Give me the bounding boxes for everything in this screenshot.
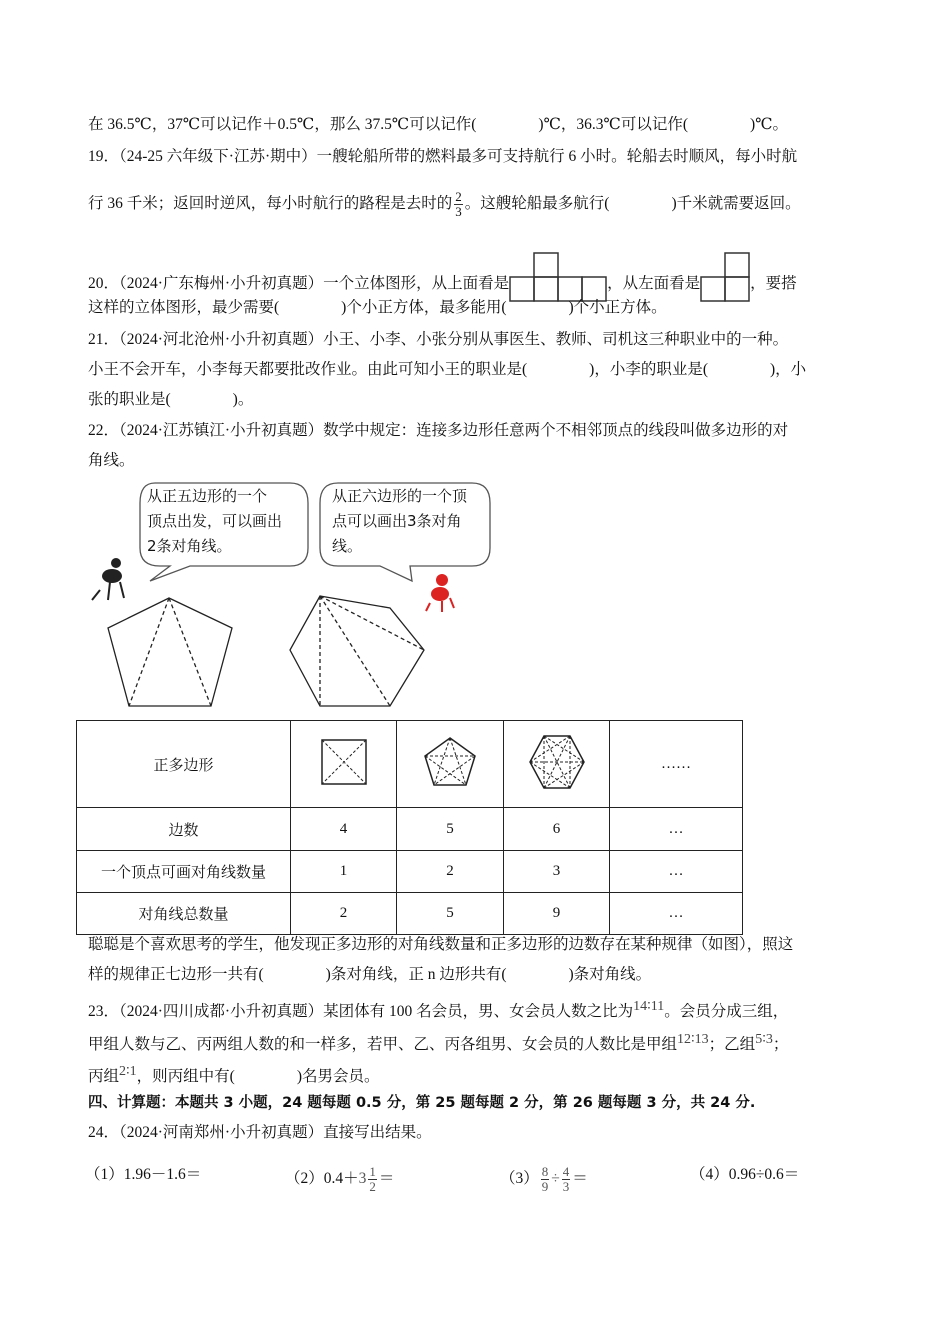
- table-cell: 9: [504, 893, 610, 935]
- q21-line3: 张的职业是( )。: [88, 391, 254, 408]
- q22-line1: 22．（2024·江苏镇江·小升初真题）数学中规定：连接多边形任意两个不相邻顶点的线段叫做多边形的对: [88, 422, 789, 439]
- table-cell: 3: [504, 851, 610, 893]
- q23-line1: 23．（2024·四川成都·小升初真题）某团体有 100 名会员，男、女会员人数之比为14∶11。会员分成三组，: [88, 999, 789, 1020]
- hexagon-diagram: [290, 596, 424, 706]
- pentagon-diagram: [108, 598, 232, 706]
- q19-line1: 19．（24-25 六年级下·江苏·期中）一艘轮船所带的燃料最多可支持航行 6 小时。轮船去时顺风，每小时航: [88, 148, 798, 165]
- q21-line1: 21．（2024·河北沧州·小升初真题）小王、小李、小张分别从事医生、教师、司机这三种职业中的一种。: [88, 331, 789, 348]
- q24-item2: （2）0.4＋3 $\frac{1}{2}$ ＝: [285, 1164, 395, 1194]
- q23-line3: 丙组2∶1，则丙组中有( )名男会员。: [88, 1064, 380, 1085]
- polygon-diagonal-table: [76, 720, 743, 935]
- speech-bubble-hexagon: 从正六边形的一个顶 点可以画出3条对角 线。: [332, 487, 468, 555]
- table-row: [77, 893, 743, 935]
- q24-item1: （1）1.96－1.6＝: [85, 1166, 202, 1183]
- top-view-figure: [509, 252, 607, 302]
- ant-red-icon: [426, 574, 454, 612]
- q24-item3: （3） $\frac{8}{9}$ ÷ $\frac{4}{3}$ ＝: [500, 1164, 588, 1194]
- table-cell: 2: [291, 893, 397, 935]
- table-cell: 边数: [77, 808, 291, 851]
- table-row: [77, 851, 743, 893]
- left-view-figure: [700, 252, 750, 302]
- ant-black-icon: [92, 558, 124, 600]
- q22-para1: 聪聪是个喜欢思考的学生，他发现正多边形的对角线数量和正多边形的边数存在某种规律（如图），照这: [88, 936, 794, 953]
- q21-line2: 小王不会开车，小李每天都要批改作业。由此可知小王的职业是( )，小李的职业是( )，小: [88, 361, 807, 378]
- q20-line2: 这样的立体图形，最少需要( )个小正方体，最多能用( )个小正方体。: [88, 299, 667, 316]
- table-cell: …: [610, 893, 743, 935]
- table-cell: ……: [610, 721, 743, 808]
- q22-line2: 角线。: [88, 452, 135, 469]
- q22-para2: 样的规律正七边形一共有( )条对角线，正 n 边形共有( )条对角线。: [88, 966, 652, 983]
- q20-line1: 20．（2024·广东梅州·小升初真题）一个立体图形，从上面看是 ，从左面看是 ，要搭: [88, 252, 797, 302]
- table-cell: 4: [291, 808, 397, 851]
- table-row: [77, 721, 743, 808]
- table-cell: 正多边形: [77, 721, 291, 808]
- table-cell: 对角线总数量: [77, 893, 291, 935]
- table-cell: …: [610, 808, 743, 851]
- square-diagram: [291, 721, 397, 808]
- table-row: [77, 808, 743, 851]
- q23-line2: 甲组人数与乙、丙两组人数的和一样多，若甲、乙、丙各组男、女会员的人数比是甲组12∶13；乙组5∶3；: [88, 1032, 789, 1053]
- q19-line2: 行 36 千米；返回时逆风，每小时航行的路程是去时的 $\frac{2}{3}$ 。这艘轮船最多航行( )千米就需要返回。: [88, 189, 801, 219]
- fraction: $\frac{2}{3}$: [455, 189, 462, 219]
- q18-tail: 在 36.5℃，37℃可以记作＋0.5℃，那么 37.5℃可以记作( )℃，36.3℃可以记作( )℃。: [88, 116, 789, 133]
- hexagon-table-diagram: [504, 721, 610, 808]
- section-heading: 四、计算题：本题共 3 小题，24 题每题 0.5 分，第 25 题每题 2 分，第 26 题每题 3 分，共 24 分.: [88, 1095, 756, 1111]
- table-cell: 5: [397, 808, 504, 851]
- table-cell: 2: [397, 851, 504, 893]
- speech-bubble-pentagon: 从正五边形的一个 顶点出发，可以画出 2条对角线。: [147, 487, 283, 555]
- table-cell: 一个顶点可画对角线数量: [77, 851, 291, 893]
- table-cell: 6: [504, 808, 610, 851]
- table-cell: 1: [291, 851, 397, 893]
- q24-title: 24．（2024·河南郑州·小升初真题）直接写出结果。: [88, 1124, 432, 1141]
- pentagon-table-diagram: [397, 721, 504, 808]
- table-cell: …: [610, 851, 743, 893]
- q24-item4: （4）0.96÷0.6＝: [690, 1166, 800, 1183]
- table-cell: 5: [397, 893, 504, 935]
